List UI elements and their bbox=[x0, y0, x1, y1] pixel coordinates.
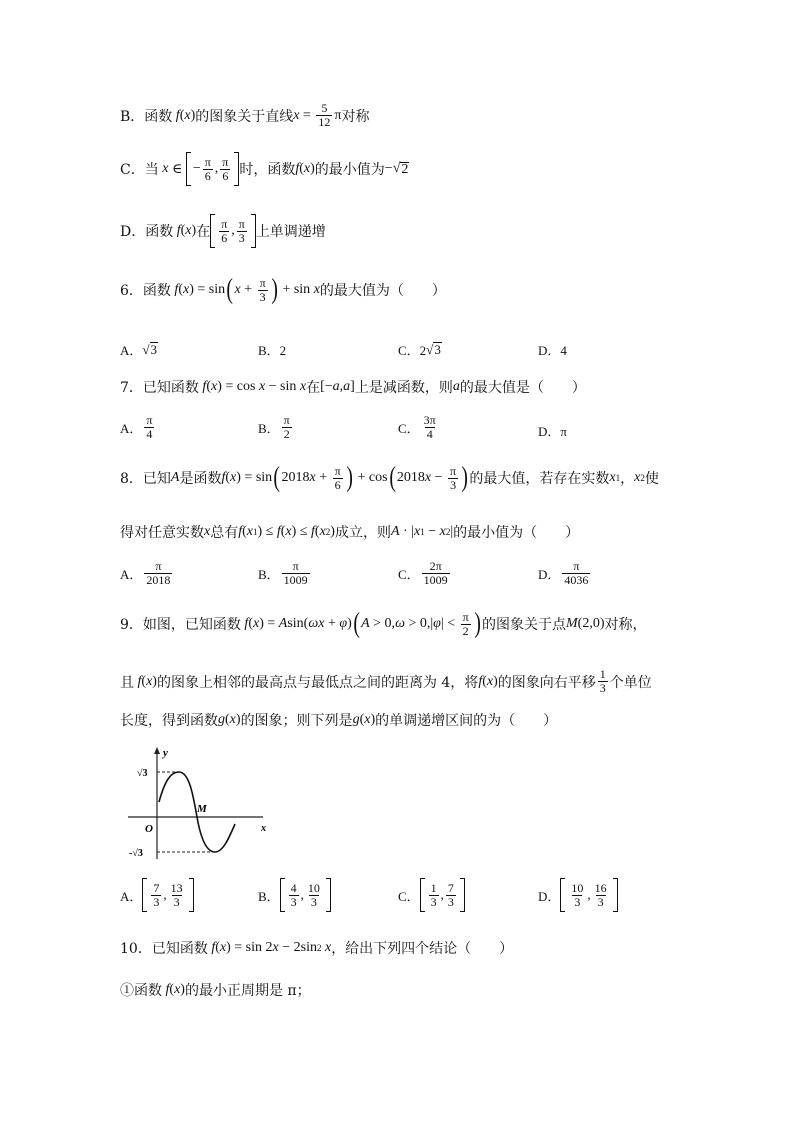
q10-stem: 10．已知函数 f ( x ) = sin 2 x − 2sin 2 x ，给出下列四个结论（ ） bbox=[120, 940, 514, 957]
q8-stem: 8．已知 A 是函数 f ( x ) = sin ( 2018 x + $\frac{\pi}{6}$ ) + cos ( 2018 x − $\frac{\pi}{3}$ ) 的最大值，若存在实数 x 1 ， x 2 使 bbox=[120, 462, 659, 493]
max-value-label: √3 bbox=[137, 768, 148, 779]
min-value-label: -√3 bbox=[129, 848, 143, 859]
q7-option-d[interactable]: D．π bbox=[538, 424, 567, 439]
q9-option-c[interactable]: C． $\frac{1}{3}$ , $\frac{7}{3}$ bbox=[398, 878, 465, 912]
q6-option-a[interactable]: A． √ 3 bbox=[120, 341, 158, 358]
point-m-label: M bbox=[197, 803, 207, 815]
q8-stem-line2: 得对任意实数 x 总有 f ( x 1 ) ≤ f ( x ) ≤ f ( x 2 ) 成立，则 A · | x 1 − x 2 | 的最小值为（ ） bbox=[120, 524, 580, 541]
q5-option-b: B．函数 f ( x ) 的图象关于直线 x = $\frac{5}{12}$ π 对称 bbox=[120, 101, 370, 129]
q8-option-b[interactable]: B． $\frac{\pi}{1009}$ bbox=[258, 559, 308, 587]
q9-option-a[interactable]: A． $\frac{7}{3}$ , $\frac{13}{3}$ bbox=[120, 878, 194, 912]
q7-option-a[interactable]: A． $\frac{\pi}{4}$ bbox=[120, 413, 153, 441]
q6-option-d[interactable]: D．4 bbox=[538, 343, 567, 358]
q9-option-d[interactable]: D． $\frac{10}{3}$ , $\frac{16}{3}$ bbox=[538, 878, 618, 912]
q7-option-b[interactable]: B． $\frac{\pi}{2}$ bbox=[258, 413, 290, 441]
q7-stem: 7．已知函数 f ( x ) = cos x − sin x 在 [− a , a ] 上是减函数，则 a 的最大值是（ ） bbox=[120, 379, 586, 396]
y-axis-label: y bbox=[163, 747, 168, 759]
q8-option-d[interactable]: D． $\frac{\pi}{4036}$ bbox=[538, 559, 589, 587]
x-axis-label: x bbox=[261, 823, 266, 834]
q7-option-c[interactable]: C． $\frac{3\pi}{4}$ bbox=[398, 413, 436, 441]
sine-graph-figure bbox=[123, 744, 273, 864]
q5-option-d: D．函数 f ( x ) 在 $\frac{\pi}{6}$ , $\frac{\pi}{3}$ 上单调递增 bbox=[120, 214, 326, 248]
q5-option-c: C．当 x ∈ − $\frac{\pi}{6}$ , $\frac{\pi}{6}$ 时，函数 f ( x ) 的最小值为 − √ 2 bbox=[120, 152, 409, 186]
q6-stem: 6．函数 f ( x ) = sin ( x + $\frac{\pi}{3}$ ) + sin x 的最大值为（ ） bbox=[120, 274, 446, 305]
y-axis-arrow bbox=[154, 747, 160, 754]
q9-stem: 9．如图，已知函数 f ( x ) = A sin( ωx + φ ) ( A > 0, ω > 0,| φ | < $\frac{\pi}{2}$ ) 的图象关于点 M (2,0) 对称， bbox=[120, 608, 647, 639]
sqrt-symbol: √ 2 bbox=[392, 161, 409, 177]
q8-option-a[interactable]: A． $\frac{\pi}{2018}$ bbox=[120, 559, 171, 587]
q9-stem-line2: 且 f ( x ) 的图象上相邻的最高点与最低点之间的距离为 4，将 f ( x ) 的图象向右平移 $\frac{1}{3}$ 个单位 bbox=[120, 667, 652, 695]
q9-stem-line3: 长度，得到函数 g ( x ) 的图象；则下列是 g ( x ) 的单调递增区间的为（ ） bbox=[120, 712, 558, 729]
q8-option-c[interactable]: C． $\frac{2\pi}{1009}$ bbox=[398, 559, 448, 587]
q6-option-b[interactable]: B．2 bbox=[258, 343, 287, 358]
q9-option-b[interactable]: B． $\frac{4}{3}$ , $\frac{10}{3}$ bbox=[258, 878, 331, 912]
origin-label: O bbox=[145, 823, 153, 835]
q6-option-c[interactable]: C．2 √ 3 bbox=[398, 341, 441, 358]
q10-item-1: ①函数 f ( x ) 的最小正周期是 π； bbox=[120, 982, 311, 999]
fraction: $\frac{5}{12}$ bbox=[318, 101, 331, 129]
